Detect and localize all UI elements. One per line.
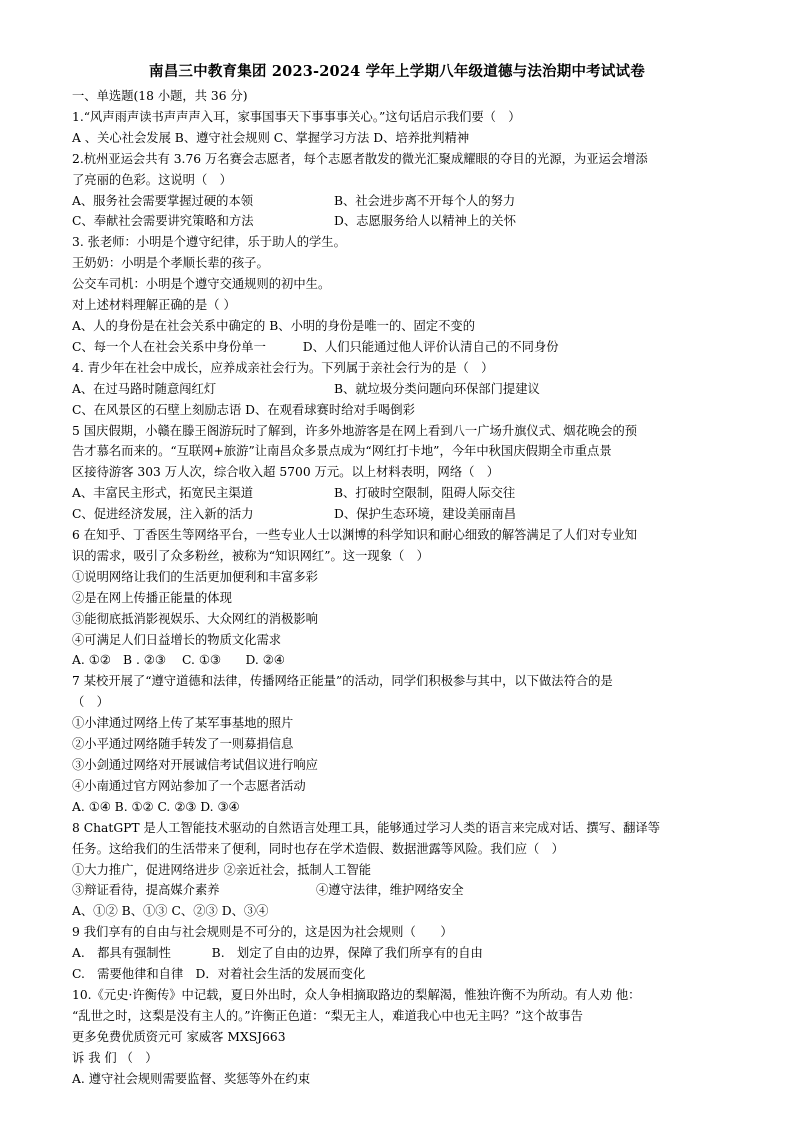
q10-line3: 诉 我 们 （ ） — [72, 1050, 158, 1065]
q9-options-cd: C. 需要他律和自律 D．对着社会生活的发展而变化 — [72, 967, 366, 982]
q5-options-row2 — [72, 504, 722, 525]
q2-option-d: D、志愿服务给人以精神上的关怀 — [334, 214, 517, 229]
q6-item2: ②是在网上传播正能量的体现 — [72, 590, 232, 605]
q8-items-34 — [72, 880, 722, 901]
q2-options-row1 — [72, 191, 722, 212]
q3-line4: 对上述材料理解正确的是（ ） — [72, 298, 236, 313]
q4-option-a: A、在过马路时随意闯红灯 — [72, 381, 217, 396]
q4-options-cd: C、在风景区的石壁上刻励志语 D、在观看球赛时给对手喝倒彩 — [72, 402, 415, 417]
q6-options: A. ①② B . ②③ C. ①③ D. ②④ — [72, 653, 285, 668]
q3-line2: 王奶奶：小明是个孝顺长辈的孩子。 — [72, 256, 269, 271]
q8-options: A、①② B、①③ C、②③ D、③④ — [72, 904, 269, 919]
q5-options-row1 — [72, 483, 722, 504]
q2-option-c: C、奉献社会需要讲究策略和方法 — [72, 214, 254, 229]
q6-item1: ①说明网络让我们的生活更加便利和丰富多彩 — [72, 569, 318, 584]
q10-line1: 10.《元史·许衡传》中记载，夏日外出时，众人争相摘取路边的梨解渴，惟独许衡不为所动。有人劝 他： — [72, 987, 641, 1002]
q9-stem: 9 我们享有的自由与社会规则是不可分的，这是因为社会规则（ ） — [72, 925, 453, 940]
q2-options-row2 — [72, 211, 722, 232]
q8-items-12: ①大力推广，促进网络进步 ②亲近社会，抵制人工智能 — [72, 862, 372, 877]
q8-line1: 8 ChatGPT 是人工智能技术驱动的自然语言处理工具，能够通过学习人类的语言来完成对话、撰写、翻译等 — [72, 820, 661, 835]
q7-item2: ②小平通过网络随手转发了一则募捐信息 — [72, 737, 294, 752]
q7-line1: 7 某校开展了“遵守道德和法律，传播网络正能量”的活动，同学们积极参与其中，以下做法符合的是 — [72, 674, 613, 689]
q7-item4: ④小南通过官方网站参加了一个志愿者活动 — [72, 778, 306, 793]
q4-option-b: B、就垃圾分类问题向环保部门提建议 — [334, 381, 540, 396]
q5-option-d: D、保护生态环境，建设美丽南昌 — [334, 507, 517, 522]
q3-options-ab: A、人的身份是在社会关系中确定的 B、小明的身份是唯一的、固定不变的 — [72, 318, 476, 333]
q7-item1: ①小津通过网络上传了某军事基地的照片 — [72, 716, 294, 731]
q6-line1: 6 在知乎、丁香医生等网络平台，一些专业人士以渊博的科学知识和耐心细致的解答满足了人们对专业知 — [72, 528, 638, 543]
q6-item4: ④可满足人们日益增长的物质文化需求 — [72, 632, 282, 647]
q7-line2: （ ） — [72, 695, 109, 710]
q10-line2: “乱世之时，这梨是没有主人的。”许衡正色道：“梨无主人，难道我心中也无主吗？”这个故事告 — [72, 1008, 583, 1023]
q5-line2: 告才慕名而来的。“互联网+旅游”让南昌众多景点成为“网红打卡地”，今年中秋国庆假期全市重点景 — [72, 444, 612, 459]
q8-line2: 任务。这给我们的生活带来了便利，同时也存在学术造假、数据泄露等风险。我们应（ ） — [72, 841, 564, 856]
q8-item4: ④遵守法律，维护网络安全 — [316, 883, 464, 898]
q4-options-row1 — [72, 379, 722, 400]
q10-option-a: A. 遵守社会规则需要监督、奖惩等外在约束 — [72, 1071, 311, 1086]
q5-line1: 5 国庆假期，小赣在滕王阁游玩时了解到，许多外地游客是在网上看到八一广场升旗仪式、烟花晚会的预 — [72, 423, 638, 438]
watermark-text: 更多免费优质资元可 家威客 MXSJ663 — [72, 1029, 286, 1044]
section-heading: 一、单选题(18 小题，共 36 分) — [72, 89, 248, 103]
q7-options: A. ①④ B. ①② C. ②③ D. ③④ — [72, 799, 240, 814]
q5-option-c: C、促进经济发展，注入新的活力 — [72, 507, 254, 522]
q2-stem-line1: 2.杭州亚运会共有 3.76 万名赛会志愿者，每个志愿者散发的微光汇聚成耀眼的夺目的光源，为亚运会增添 — [72, 151, 648, 166]
q2-option-a: A、服务社会需要掌握过硬的本领 — [72, 193, 254, 208]
q1-stem: 1.“风声雨声读书声声声入耳，家事国事天下事事事关心。”这句话启示我们要（ ） — [72, 109, 521, 124]
q1-options: A 、关心社会发展 B、遵守社会规则 C、掌握学习方法 D、培养批判精神 — [72, 130, 470, 145]
q2-stem-line2: 了亮丽的色彩。这说明（ ） — [72, 172, 232, 187]
exam-title: 南昌三中教育集团 2023-2024 学年上学期八年级道德与法治期中考试试卷 — [149, 63, 645, 80]
q6-line2: 识的需求，吸引了众多粉丝，被称为“知识网红”。这一现象（ ） — [72, 548, 429, 563]
q7-item3: ③小剑通过网络对开展诚信考试倡议进行响应 — [72, 758, 318, 772]
q6-item3: ③能彻底抵消影视娱乐、大众网红的消极影响 — [72, 611, 318, 626]
q3-options-cd: C、每一个人在社会关系中身份单一 D、人们只能通过他人评价认清自己的不同身份 — [72, 339, 559, 354]
q4-stem: 4. 青少年在社会中成长，应养成亲社会行为。下列属于亲社会行为的是（ ） — [72, 360, 494, 375]
q3-line3: 公交车司机：小明是个遵守交通规则的初中生。 — [72, 277, 331, 292]
exam-page — [72, 62, 722, 1090]
q5-option-a: A、丰富民主形式，拓宽民主渠道 — [72, 486, 254, 501]
q2-option-b: B、社会进步离不开每个人的努力 — [334, 193, 516, 208]
q5-line3: 区接待游客 303 万人次，综合收入超 5700 万元。以上材料表明，网络（ ） — [72, 465, 500, 480]
q9-options-ab: A. 都具有强制性 B. 划定了自由的边界，保障了我们所享有的自由 — [72, 946, 483, 961]
q8-item3: ③辩证看待，提高媒介素养 — [72, 883, 220, 898]
q3-line1: 3. 张老师：小明是个遵守纪律，乐于助人的学生。 — [72, 235, 346, 250]
q5-option-b: B、打破时空限制，阻碍人际交往 — [334, 486, 516, 501]
